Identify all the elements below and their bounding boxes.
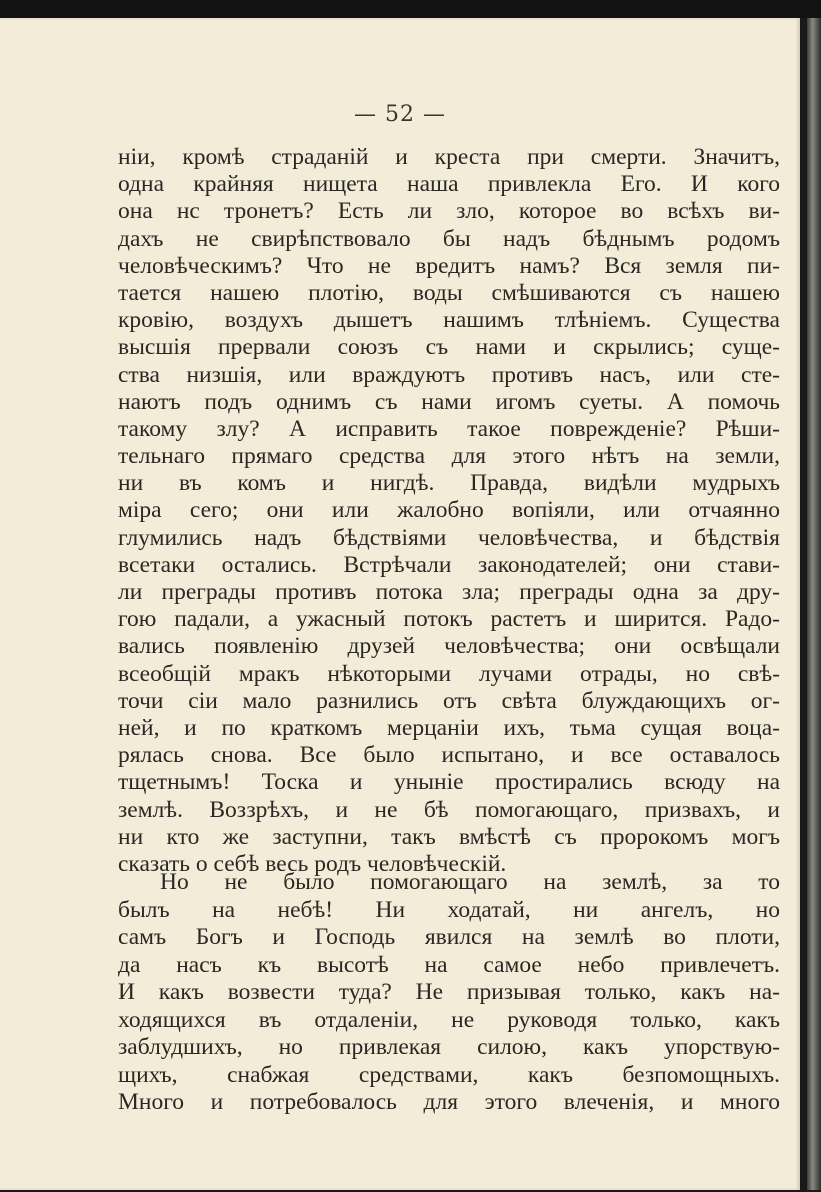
book-page [0, 18, 800, 1190]
text-line: ходящихся въ отдаленiи, не руководя только, какъ [118, 1006, 780, 1033]
text-line: ства низшiя, или враждуютъ противъ насъ, или сте- [118, 361, 780, 388]
text-line: тается нашею плотiю, воды смѣшиваются съ нашею [118, 279, 780, 306]
book-spine-edge [807, 18, 821, 1190]
text-line: рялась снова. Все было испытано, и все оставалось [118, 742, 780, 769]
text-line: вались появленiю друзей человѣчества; они освѣщали [118, 633, 780, 660]
text-line: кровiю, воздухъ дышетъ нашимъ тлѣнiемъ. Существа [118, 307, 780, 334]
text-line: ли преграды противъ потока зла; преграды одна за дру- [118, 579, 780, 605]
text-line: точи сiи мало разнились отъ свѣта блуждающихъ ог- [118, 687, 780, 714]
text-line: тщетнымъ! Тоска и унынiе простирались всюду на [118, 769, 780, 796]
text-line: одна крайняя нищета наша привлекла Его. И кого [118, 171, 780, 198]
text-line: землѣ. Воззрѣхъ, и не бѣ помогающаго, призвахъ, и [118, 796, 780, 823]
text-line: ней, и по краткомъ мерцанiи ихъ, тьма сущая воца- [118, 714, 780, 741]
text-line: дахъ не свирѣпствовало бы надъ бѣднымъ родомъ [118, 225, 780, 252]
text-line: человѣческимъ? Что не вредитъ намъ? Вся земля пи- [118, 252, 780, 279]
text-line: нiи, кромѣ страданiй и креста при смерти. Значитъ, [118, 144, 780, 170]
text-line: ни въ комъ и нигдѣ. Правда, видѣли мудрыхъ [118, 470, 780, 497]
text-line: она нс тронетъ? Есть ли зло, которое во всѣхъ ви- [118, 198, 780, 225]
text-line: глумились надъ бѣдствiями человѣчества, и бѣдствiя [118, 524, 780, 551]
text-line: щихъ, снабжая средствами, какъ безпомощныхъ. [118, 1061, 780, 1088]
text-line: наютъ подъ однимъ съ нами игомъ суеты. А помочь [118, 388, 780, 415]
text-line: Много и потребовалось для этого влеченiя, и много [118, 1089, 780, 1115]
page-number: — 52 — [354, 102, 446, 127]
text-line: всеобщiй мракъ нѣкоторыми лучами отрады, но свѣ- [118, 660, 780, 687]
text-line: мiра сего; они или жалобно вопiяли, или отчаянно [118, 497, 780, 524]
text-line: высшiя прервали союзъ съ нами и скрылись; суще- [118, 334, 780, 361]
paragraph-2 [118, 869, 780, 1117]
text-line: Но не было помогающаго на землѣ, за то [160, 869, 780, 895]
scan-top-border [0, 0, 821, 18]
text-line: самъ Богъ и Господь явился на землѣ во плоти, [118, 924, 780, 950]
text-line: былъ на небѣ! Ни ходатай, ни ангелъ, но [118, 896, 780, 923]
text-line: гою падали, а ужасный потокъ растетъ и ширится. Радо- [118, 606, 780, 633]
text-line: всетаки остались. Встрѣчали законодателей; они стави- [118, 551, 780, 578]
text-line: да насъ къ высотѣ на самое небо привлечетъ. [118, 951, 780, 978]
text-line: ни кто же заступни, такъ вмѣстѣ съ пророкомъ могъ [118, 823, 780, 850]
paragraph-1 [118, 144, 780, 878]
text-line: заблудшихъ, но привлекая силою, какъ упорствую- [118, 1034, 780, 1060]
text-line: такому злу? А исправить такое поврежденiе? Рѣши- [118, 415, 780, 442]
text-line: тельнаго прямаго средства для этого нѣтъ на земли, [118, 443, 780, 470]
text-line: И какъ возвести туда? Не призывая только, какъ на- [118, 979, 780, 1005]
text-line: сказать о себѣ весь родъ человѣческiй. [118, 850, 507, 877]
